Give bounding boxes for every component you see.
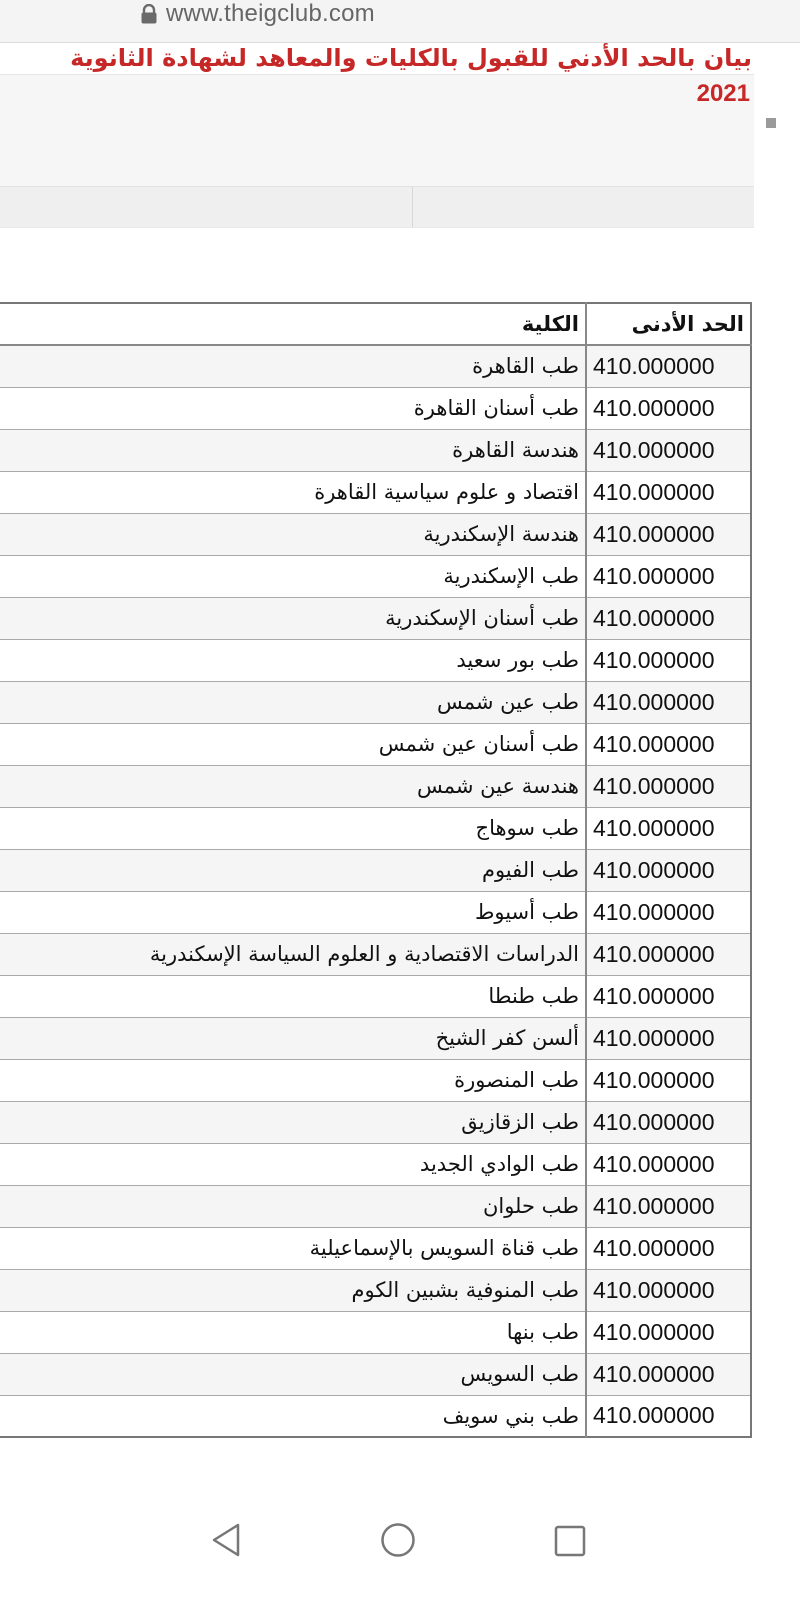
table-row — [0, 1395, 751, 1437]
min-score-cell: 410.000000 — [586, 639, 751, 681]
college-cell: هندسة عين شمس — [0, 765, 586, 807]
min-score-cell: 410.000000 — [586, 1227, 751, 1269]
min-score-cell: 410.000000 — [586, 1059, 751, 1101]
min-score-cell: 410.000000 — [586, 597, 751, 639]
table-row — [0, 387, 751, 429]
table-row — [0, 1185, 751, 1227]
college-cell: طب أسنان القاهرة — [0, 387, 586, 429]
bullet-square-icon — [766, 118, 776, 128]
min-score-cell: 410.000000 — [586, 1017, 751, 1059]
college-cell: طب أسنان الإسكندرية — [0, 597, 586, 639]
table-row — [0, 681, 751, 723]
admission-table — [0, 302, 752, 1438]
college-cell: طب قناة السويس بالإسماعيلية — [0, 1227, 586, 1269]
min-score-cell: 410.000000 — [586, 1353, 751, 1395]
college-cell: الدراسات الاقتصادية و العلوم السياسة الإسكندرية — [0, 933, 586, 975]
home-circle-icon[interactable] — [380, 1522, 416, 1562]
min-score-cell: 410.000000 — [586, 1311, 751, 1353]
min-score-cell: 410.000000 — [586, 471, 751, 513]
table-row — [0, 345, 751, 387]
min-score-cell: 410.000000 — [586, 933, 751, 975]
table-row — [0, 765, 751, 807]
min-score-cell: 410.000000 — [586, 1269, 751, 1311]
table-row — [0, 1269, 751, 1311]
table-row — [0, 471, 751, 513]
table-row — [0, 891, 751, 933]
college-cell: طب أسنان عين شمس — [0, 723, 586, 765]
table-row — [0, 513, 751, 555]
min-score-cell: 410.000000 — [586, 765, 751, 807]
url-display[interactable] — [140, 1, 375, 27]
college-cell: هندسة القاهرة — [0, 429, 586, 471]
table-row — [0, 933, 751, 975]
min-score-cell: 410.000000 — [586, 681, 751, 723]
college-cell: طب عين شمس — [0, 681, 586, 723]
table-row — [0, 1101, 751, 1143]
table-row — [0, 849, 751, 891]
browser-address-bar[interactable] — [0, 0, 800, 43]
min-score-cell: 410.000000 — [586, 849, 751, 891]
college-cell: طب الفيوم — [0, 849, 586, 891]
college-cell: طب المنصورة — [0, 1059, 586, 1101]
college-cell: طب بور سعيد — [0, 639, 586, 681]
table-row — [0, 555, 751, 597]
page-title: بيان بالحد الأدني للقبول بالكليات والمعاهد لشهادة الثانوية — [70, 44, 752, 72]
college-cell: طب طنطا — [0, 975, 586, 1017]
table-row — [0, 1353, 751, 1395]
college-cell: طب أسيوط — [0, 891, 586, 933]
min-score-cell: 410.000000 — [586, 1395, 751, 1437]
table-row — [0, 1227, 751, 1269]
min-score-cell: 410.000000 — [586, 1143, 751, 1185]
min-score-cell: 410.000000 — [586, 975, 751, 1017]
table-row — [0, 1017, 751, 1059]
table-row — [0, 1311, 751, 1353]
header-min-score: الحد الأدنى — [586, 303, 751, 345]
college-cell: طب الإسكندرية — [0, 555, 586, 597]
college-cell: طب السويس — [0, 1353, 586, 1395]
table-row — [0, 807, 751, 849]
college-cell: طب حلوان — [0, 1185, 586, 1227]
college-cell: طب بني سويف — [0, 1395, 586, 1437]
url-text: www.theigclub.com — [166, 0, 375, 27]
page-title-year: 2021 — [696, 80, 750, 107]
min-score-cell: 410.000000 — [586, 555, 751, 597]
college-cell: طب الزقازيق — [0, 1101, 586, 1143]
college-cell: طب بنها — [0, 1311, 586, 1353]
college-cell: طب القاهرة — [0, 345, 586, 387]
min-score-cell: 410.000000 — [586, 345, 751, 387]
lock-icon — [140, 4, 158, 24]
min-score-cell: 410.000000 — [586, 723, 751, 765]
min-score-cell: 410.000000 — [586, 429, 751, 471]
table-row — [0, 975, 751, 1017]
page-title-box — [0, 74, 754, 187]
college-cell: اقتصاد و علوم سياسية القاهرة — [0, 471, 586, 513]
college-cell: طب المنوفية بشبين الكوم — [0, 1269, 586, 1311]
min-score-cell: 410.000000 — [586, 513, 751, 555]
min-score-cell: 410.000000 — [586, 891, 751, 933]
table-row — [0, 723, 751, 765]
min-score-cell: 410.000000 — [586, 387, 751, 429]
college-cell: ألسن كفر الشيخ — [0, 1017, 586, 1059]
header-college: الكلية — [0, 303, 586, 345]
table-row — [0, 639, 751, 681]
table-row — [0, 429, 751, 471]
min-score-cell: 410.000000 — [586, 1185, 751, 1227]
min-score-cell: 410.000000 — [586, 807, 751, 849]
back-triangle-icon[interactable] — [210, 1522, 242, 1562]
college-cell: طب سوهاج — [0, 807, 586, 849]
table-row — [0, 1143, 751, 1185]
title-sub-strip — [0, 186, 754, 228]
table-header-row — [0, 303, 751, 345]
table-row — [0, 597, 751, 639]
recents-square-icon[interactable] — [554, 1525, 586, 1561]
min-score-cell: 410.000000 — [586, 1101, 751, 1143]
college-cell: طب الوادي الجديد — [0, 1143, 586, 1185]
table-row — [0, 1059, 751, 1101]
college-cell: هندسة الإسكندرية — [0, 513, 586, 555]
